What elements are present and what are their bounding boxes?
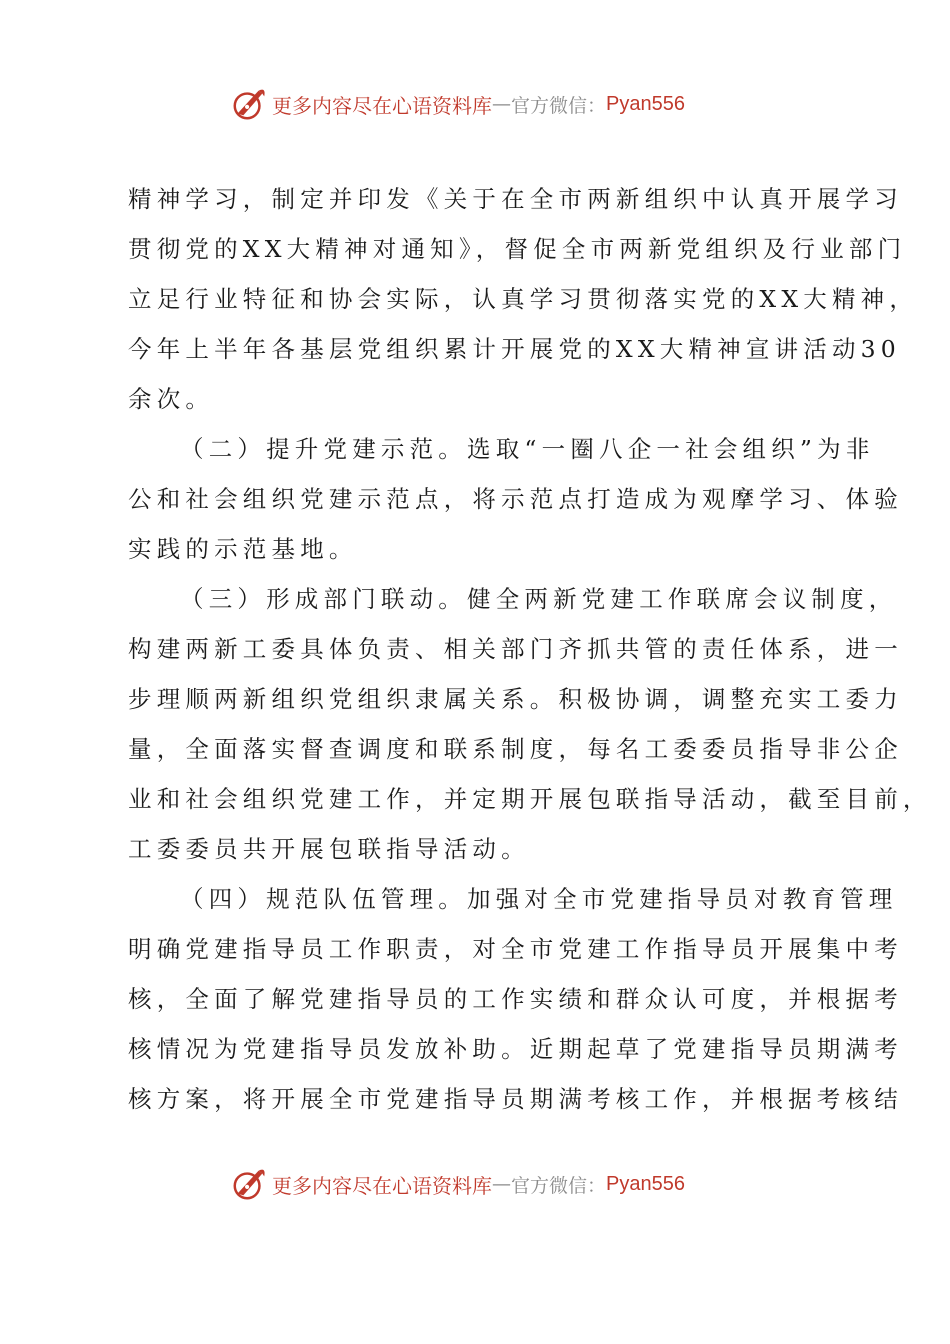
banner-wechat-label: 官方微信： [511,94,607,117]
paragraph-line: 核方案，将开展全市党建指导员期满考核工作，并根据考核结 [128,1085,903,1113]
banner-dash: — [492,1173,511,1195]
footer-banner [230,1162,685,1206]
paragraph-line: 核，全面了解党建指导员的工作实绩和群众认可度，并根据考 [128,985,903,1013]
paragraph-line: 实践的示范基地。 [128,535,358,563]
paragraph-line: 公和社会组织党建示范点，将示范点打造成为观摩学习、体验 [128,485,903,513]
section-heading-line: （二）提升党建示范。选取“一圈八企一社会组织”为非 [180,435,875,463]
paragraph-line: 业和社会组织党建工作，并定期开展包联指导活动，截至目前， [128,785,932,813]
banner-dash: — [492,93,511,115]
quill-pen-logo-icon [230,85,268,123]
paragraph-line: 贯彻党的XX大精神对通知》，督促全市两新党组织及行业部门 [128,235,907,263]
document-body [128,174,932,1124]
paragraph-line: 步理顺两新组织党组织隶属关系。积极协调，调整充实工委力 [128,685,903,713]
banner-wechat-label: 官方微信： [511,1174,607,1197]
paragraph-line: 工委委员共开展包联指导活动。 [128,835,530,863]
paragraph-line: 明确党建指导员工作职责，对全市党建工作指导员开展集中考 [128,935,903,963]
paragraph-line: 余次。 [128,385,215,413]
paragraph-line: 精神学习，制定并印发《关于在全市两新组织中认真开展学习 [128,185,903,213]
banner-title: 更多内容尽在心语资料库 [272,1173,492,1198]
quill-pen-logo-icon [230,1165,268,1203]
section-heading-line: （四）规范队伍管理。加强对全市党建指导员对教育管理 [180,885,898,913]
banner-wechat-id: Pyan556 [606,1172,685,1195]
paragraph-line: 立足行业特征和协会实际，认真学习贯彻落实党的XX大精神， [128,285,919,313]
banner-title: 更多内容尽在心语资料库 [272,93,492,118]
paragraph-line: 量，全面落实督查调度和联系制度，每名工委委员指导非公企 [128,735,903,763]
banner-wechat-id: Pyan556 [606,92,685,115]
paragraph-line: 今年上半年各基层党组织累计开展党的XX大精神宣讲活动30 [128,335,901,363]
paragraph-line: 构建两新工委具体负责、相关部门齐抓共管的责任体系，进一 [128,635,903,663]
section-heading-line: （三）形成部门联动。健全两新党建工作联席会议制度， [180,585,898,613]
paragraph-line: 核情况为党建指导员发放补助。近期起草了党建指导员期满考 [128,1035,903,1063]
header-banner [230,82,685,126]
